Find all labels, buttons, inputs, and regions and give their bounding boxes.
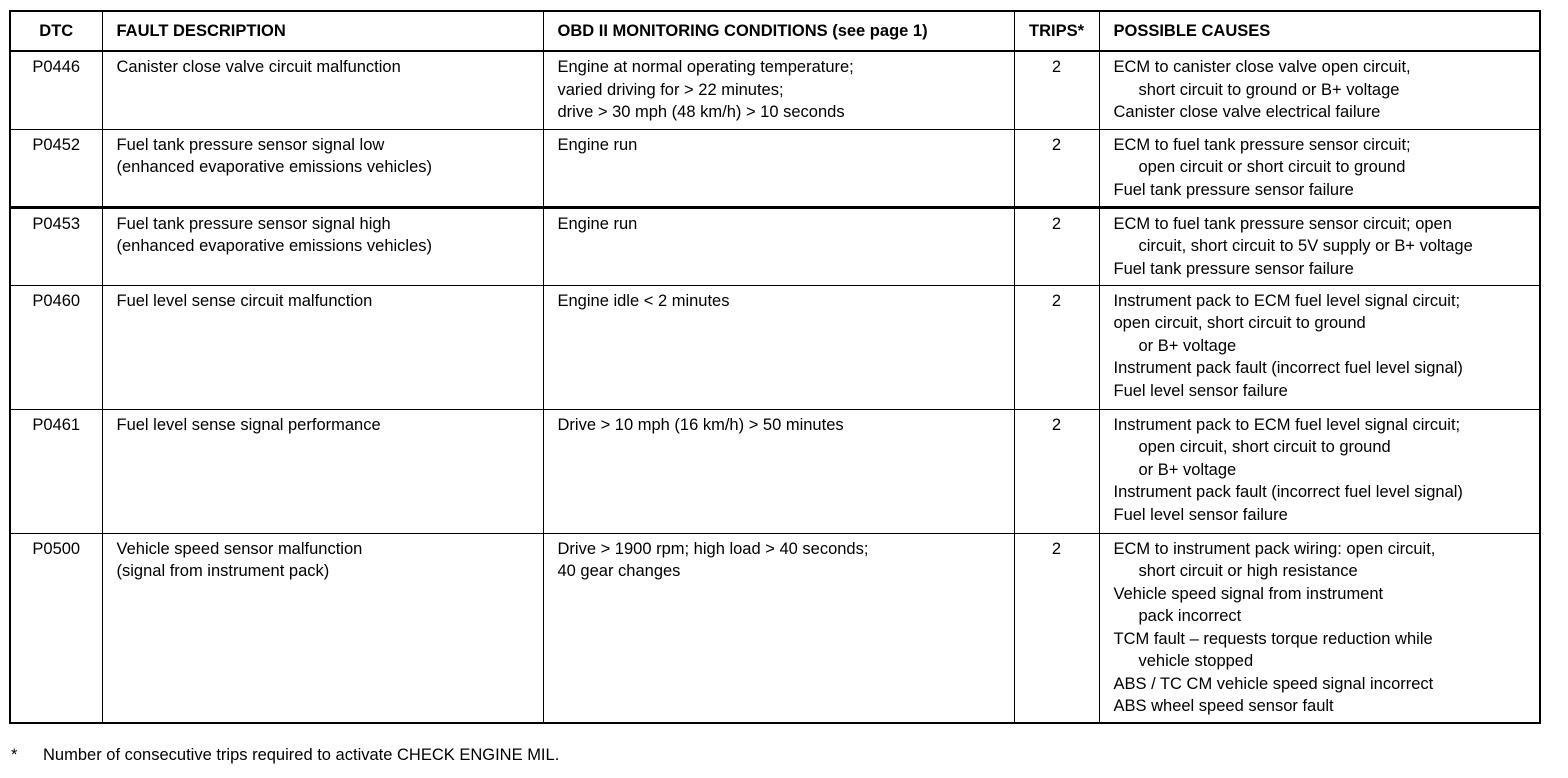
trips-count: 2 (1014, 409, 1099, 533)
fault-description: Fuel level sense signal performance (102, 409, 543, 533)
monitoring-conditions: Drive > 1900 rpm; high load > 40 seconds; 40 gear changes (543, 533, 1014, 723)
fault-description: Fuel level sense circuit malfunction (102, 285, 543, 409)
dtc-table (9, 10, 1541, 724)
dtc-code: P0446 (10, 51, 102, 129)
monitoring-conditions: Drive > 10 mph (16 km/h) > 50 minutes (543, 409, 1014, 533)
table-row (10, 51, 1540, 129)
monitoring-conditions: Engine idle < 2 minutes (543, 285, 1014, 409)
possible-causes: ECM to canister close valve open circuit, short circuit to ground or B+ voltage Canister close valve electrical failure (1099, 51, 1540, 129)
monitoring-conditions: Engine run (543, 129, 1014, 207)
dtc-code: P0452 (10, 129, 102, 207)
header-possible-causes: POSSIBLE CAUSES (1099, 11, 1540, 51)
monitoring-conditions: Engine run (543, 207, 1014, 285)
dtc-code: P0461 (10, 409, 102, 533)
trips-count: 2 (1014, 533, 1099, 723)
trips-count: 2 (1014, 285, 1099, 409)
table-row (10, 207, 1540, 285)
fault-description: Fuel tank pressure sensor signal high (enhanced evaporative emissions vehicles) (102, 207, 543, 285)
possible-causes: ECM to fuel tank pressure sensor circuit; open circuit, short circuit to 5V supply or B+ voltage Fuel tank pressure sensor failure (1099, 207, 1540, 285)
table-row (10, 129, 1540, 207)
footnote (11, 744, 559, 766)
fault-description: Vehicle speed sensor malfunction (signal from instrument pack) (102, 533, 543, 723)
footnote-mark: * (11, 746, 18, 764)
possible-causes: Instrument pack to ECM fuel level signal circuit; open circuit, short circuit to ground or B+ voltage Instrument pack fault (incorrect fuel level signal) Fuel level sensor failure (1099, 285, 1540, 409)
header-fault-description: FAULT DESCRIPTION (102, 11, 543, 51)
trips-count: 2 (1014, 51, 1099, 129)
table-row (10, 533, 1540, 723)
trips-count: 2 (1014, 129, 1099, 207)
possible-causes: ECM to fuel tank pressure sensor circuit; open circuit or short circuit to ground Fuel tank pressure sensor failure (1099, 129, 1540, 207)
table-header-row (10, 11, 1540, 51)
table-row (10, 285, 1540, 409)
possible-causes: Instrument pack to ECM fuel level signal circuit; open circuit, short circuit to ground or B+ voltage Instrument pack fault (incorrect fuel level signal) Fuel level sensor failure (1099, 409, 1540, 533)
trips-count: 2 (1014, 207, 1099, 285)
fault-description: Canister close valve circuit malfunction (102, 51, 543, 129)
header-trips: TRIPS* (1014, 11, 1099, 51)
possible-causes: ECM to instrument pack wiring: open circuit, short circuit or high resistance Vehicle speed signal from instrument pack incorrect TCM fault – requests torque reduction while vehicle stopped ABS / TC CM vehicle speed signal incorrect ABS wheel speed sensor fault (1099, 533, 1540, 723)
fault-description: Fuel tank pressure sensor signal low (enhanced evaporative emissions vehicles) (102, 129, 543, 207)
header-dtc: DTC (10, 11, 102, 51)
header-monitoring-conditions: OBD II MONITORING CONDITIONS (see page 1) (543, 11, 1014, 51)
dtc-code: P0453 (10, 207, 102, 285)
table-row (10, 409, 1540, 533)
dtc-code: P0500 (10, 533, 102, 723)
monitoring-conditions: Engine at normal operating temperature; varied driving for > 22 minutes; drive > 30 mph (48 km/h) > 10 seconds (543, 51, 1014, 129)
dtc-code: P0460 (10, 285, 102, 409)
footnote-text: Number of consecutive trips required to activate CHECK ENGINE MIL. (43, 746, 560, 764)
